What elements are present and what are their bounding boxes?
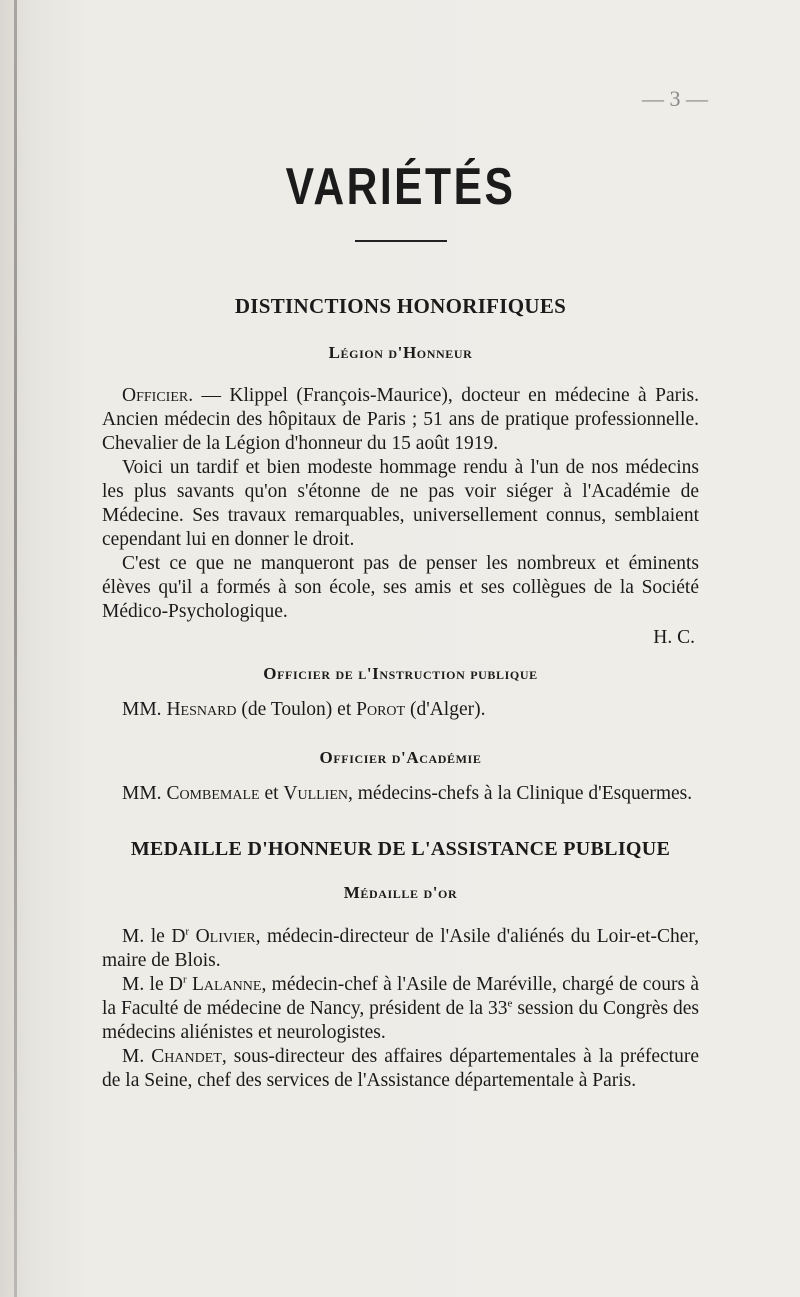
paragraph-hommage: Voici un tardif et bien modeste hommage rendu à l'un de nos médecins les plus savants qu'on s'étonne de ne pas voir siéger à l'Académie de Médecine. Ses travaux remarquables, universellement connus, semblaient cependant lui en donner le droit. bbox=[102, 457, 699, 550]
signature: H. C. bbox=[653, 627, 695, 648]
mm-label: MM. bbox=[122, 699, 162, 720]
section-heading-distinctions: DISTINCTIONS HONORIFIQUES bbox=[234, 294, 567, 318]
paragraph-academie bbox=[102, 782, 699, 806]
paragraph-lalanne bbox=[102, 973, 699, 1045]
section-heading-assistance: MEDAILLE D'HONNEUR DE L'ASSISTANCE PUBLIQUE bbox=[130, 838, 671, 860]
title-rule bbox=[355, 240, 447, 242]
session-sup: e bbox=[507, 997, 513, 1010]
klippel-text: Klippel (François-Maurice), docteur en médecine à Paris. Ancien médecin des hôpitaux de Paris ; 51 ans de pratique professionnelle. Chevalier de la Légion d'honneur du 15 août 1919. bbox=[102, 385, 699, 454]
page-edge-shadow bbox=[14, 0, 17, 1297]
subheading-instruction: Officier de l'Instruction publique bbox=[263, 664, 538, 683]
name-olivier: Olivier bbox=[195, 926, 256, 947]
name-lalanne: Lalanne bbox=[192, 974, 262, 995]
paragraph-eleves: C'est ce que ne manqueront pas de penser les nombreux et éminents élèves qu'il a formés à son école, ses amis et ses collègues de la Société Médico-Psychologique. bbox=[102, 553, 699, 622]
lalanne-prefix: M. le D bbox=[122, 974, 183, 995]
text-alger: (d'Alger). bbox=[405, 699, 486, 720]
page-content bbox=[102, 148, 699, 1093]
text-chandet: , sous-directeur des affaires départementales à la préfecture de la Seine, chef des services de l'Assistance départementale à Paris. bbox=[102, 1046, 699, 1091]
name-hesnard: Hesnard bbox=[166, 699, 237, 720]
name-chandet: Chandet bbox=[151, 1046, 222, 1067]
mm-label-2: MM. bbox=[122, 783, 162, 804]
name-vullien: Vullien bbox=[283, 783, 349, 804]
paragraph-klippel bbox=[102, 384, 699, 456]
text-lalanne-1: , médecin-chef à l'Asile de Maréville, chargé de cours à la Faculté de médecine de Nancy, président de la 33 bbox=[102, 974, 699, 1019]
subheading-academie: Officier d'Académie bbox=[319, 748, 482, 767]
paragraph-instruction bbox=[102, 698, 699, 722]
subheading-legion: Légion d'Honneur bbox=[328, 343, 473, 362]
subheading-medaille-or: Médaille d'or bbox=[343, 883, 458, 902]
page-number: — 3 — bbox=[642, 86, 708, 111]
text-olivier: , médecin-directeur de l'Asile d'aliénés du Loir-et-Cher, maire de Blois. bbox=[102, 926, 699, 971]
text-toulon: (de Toulon) et bbox=[236, 699, 357, 720]
text-lalanne-2: session du Congrès des médecins aliénistes et neurologistes. bbox=[102, 998, 699, 1043]
paragraph-chandet bbox=[102, 1045, 699, 1093]
page-title: VARIÉTÉS bbox=[285, 158, 516, 216]
lalanne-sup: r bbox=[183, 973, 187, 986]
paragraph-olivier bbox=[102, 925, 699, 973]
name-porot: Porot bbox=[356, 699, 406, 720]
chandet-prefix: M. bbox=[122, 1046, 152, 1067]
olivier-prefix: M. le D bbox=[122, 926, 186, 947]
name-combemale: Combemale bbox=[166, 783, 260, 804]
olivier-sup: r bbox=[185, 925, 190, 938]
officier-label: Officier. — bbox=[122, 385, 221, 406]
text-esquermes: , médecins-chefs à la Clinique d'Esquermes. bbox=[348, 783, 693, 804]
text-et: et bbox=[259, 783, 284, 804]
